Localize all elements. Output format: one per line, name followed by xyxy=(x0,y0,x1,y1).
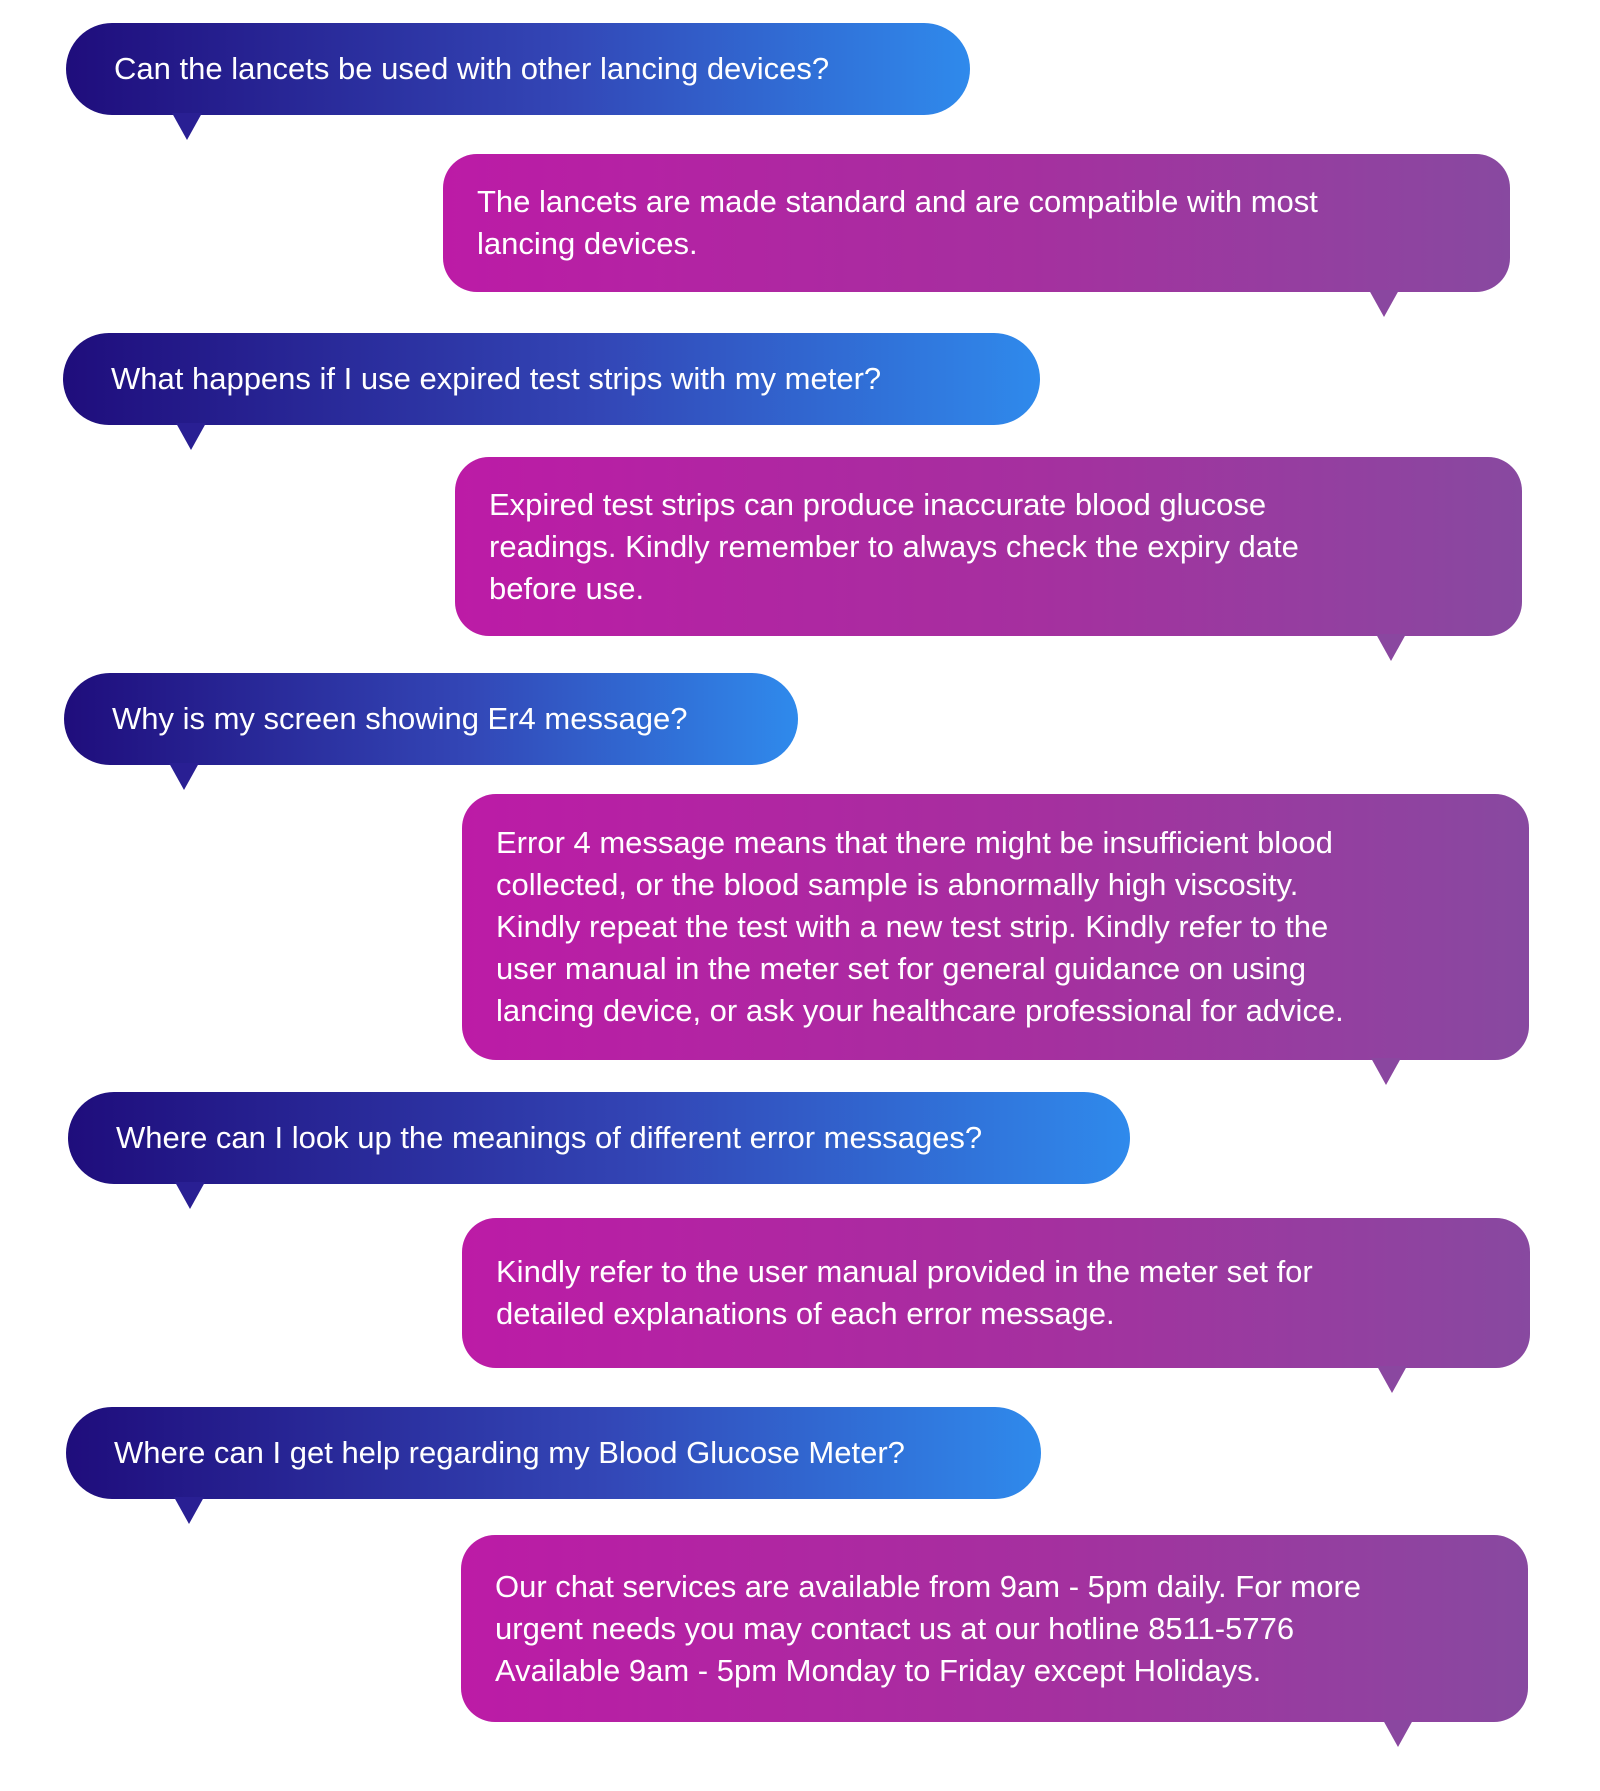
answer-text: Error 4 message means that there might be insufficient blood collected, or the blood sample is abnormally high viscosity. Kindly repeat the test with a new test strip. Kindly refer to the user manual in the meter set for general guidance on using lancing device, or ask your healthcare professional for advice. xyxy=(496,825,1344,1028)
bubble-tail xyxy=(1376,634,1406,661)
question-bubble xyxy=(64,673,798,765)
answer-text: The lancets are made standard and are compatible with most lancing devices. xyxy=(477,184,1318,261)
bubble-tail xyxy=(169,763,199,790)
bubble-tail xyxy=(176,423,206,450)
answer-bubble xyxy=(462,1218,1530,1368)
answer-text: Our chat services are available from 9am - 5pm daily. For more urgent needs you may contact us at our hotline 8511-5776 Available 9am - 5pm Monday to Friday except Holidays. xyxy=(495,1568,1362,1688)
bubble-tail xyxy=(1377,1366,1407,1393)
question-bubble xyxy=(66,23,970,115)
bubble-tail xyxy=(172,113,202,140)
answer-bubble xyxy=(462,794,1529,1060)
answer-text: Expired test strips can produce inaccurate blood glucose readings. Kindly remember to always check the expiry date before use. xyxy=(489,486,1299,606)
question-bubble xyxy=(68,1092,1130,1184)
bubble-tail xyxy=(1369,290,1399,317)
bubble-tail xyxy=(1371,1058,1401,1085)
answer-bubble xyxy=(443,154,1510,292)
question-bubble xyxy=(63,333,1040,425)
question-text: Where can I look up the meanings of different error messages? xyxy=(116,1120,983,1155)
bubble-tail xyxy=(175,1182,205,1209)
question-text: Why is my screen showing Er4 message? xyxy=(112,701,688,736)
answer-bubble xyxy=(455,457,1522,636)
bubble-tail xyxy=(1383,1720,1413,1747)
question-text: Can the lancets be used with other lancing devices? xyxy=(114,51,830,86)
answer-bubble xyxy=(461,1535,1528,1722)
question-text: What happens if I use expired test strips with my meter? xyxy=(111,361,882,396)
answer-text: Kindly refer to the user manual provided in the meter set for detailed explanations of each error message. xyxy=(496,1254,1313,1331)
bubble-tail xyxy=(174,1497,204,1524)
question-text: Where can I get help regarding my Blood Glucose Meter? xyxy=(114,1435,905,1470)
question-bubble xyxy=(66,1407,1041,1499)
